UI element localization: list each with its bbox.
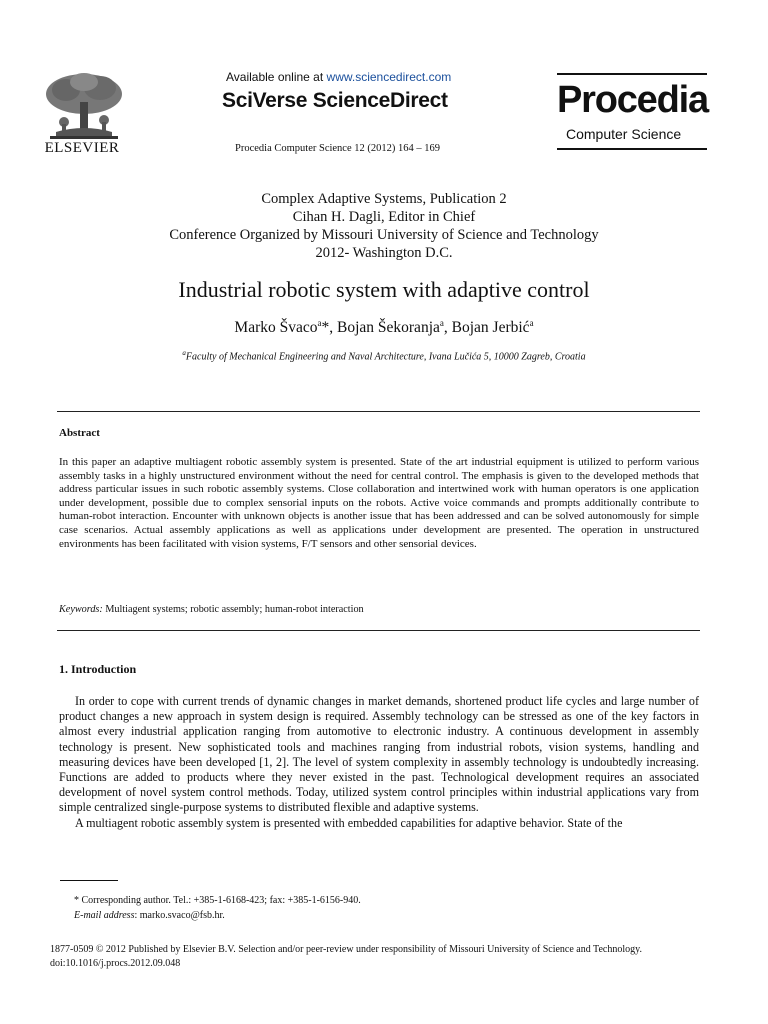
abstract-top-rule [57,411,700,412]
journal-reference: Procedia Computer Science 12 (2012) 164 – 169 [235,143,440,154]
conference-line-2: Cihan H. Dagli, Editor in Chief [292,209,476,225]
abstract-heading: Abstract [59,427,100,439]
author-1-sup: a [317,318,322,328]
author-3: Bojan Jerbić [451,319,530,337]
conference-line-1: Complex Adaptive Systems, Publication 2 [261,191,507,207]
procedia-top-rule [557,73,707,75]
doi-line: doi:10.1016/j.procs.2012.09.048 [50,958,181,969]
introduction-body [59,694,699,831]
corresponding-author-footnote: * Corresponding author. Tel.: +385-1-6168-423; fax: +385-1-6156-940. [74,895,361,906]
footnote-rule [60,880,118,881]
sciverse-logo-text: SciVerse ScienceDirect [222,89,448,112]
affiliation-text: Faculty of Mechanical Engineering and Naval Architecture, Ivana Lučića 5, 10000 Zagreb, Croatia [185,351,586,363]
abstract-text: In this paper an adaptive multiagent robotic assembly system is presented. State of the art industrial equipment is utilized to perform various assembly tasks in a highly unstructured environment without the need for central control. The emphasis is given to the developed methods that address particular issues in such robotic assembly systems. Close collaboration and intertwined work with human operators is one application under development, possible due to complex sensorial inputs on the robots. Active voice commands and prompts additionally contribute to human-robot interaction. Encounter with unknown objects is another issue that has been addressed and can be solved autonomously for simple case scenarios. Actual assembly applications as well as applications under development are presented. The operation in unstructured environments has been facilitated with vision systems, F/T sensors and other sensorial devices. [59,456,699,550]
author-separator: , [443,319,452,337]
keywords-line [59,604,364,615]
conference-line-3: Conference Organized by Missouri University of Science and Technology [169,227,599,243]
available-online-line [226,70,451,84]
introduction-paragraph-2: A multiagent robotic assembly system is presented with embedded capabilities for adaptive behavior. State of the [75,815,623,830]
author-2-sup: a [439,318,444,328]
available-prefix: Available online at [226,70,327,84]
affiliation-sup: a [182,349,186,357]
author-1: Marko Švaco [234,319,318,337]
affiliation [0,349,768,362]
corresponding-mark: *, [321,319,337,337]
author-3-sup: a [529,318,534,328]
author-2: Bojan Šekoranja [337,319,440,337]
procedia-logo: Procedia [557,79,708,121]
email-footnote [74,910,225,921]
keywords-text: Multiagent systems; robotic assembly; human-robot interaction [102,604,364,615]
keywords-label: Keywords: [59,604,103,615]
email-label: E-mail address [74,910,135,921]
paper-title: Industrial robotic system with adaptive control [178,277,590,302]
copyright-line: 1877-0509 © 2012 Published by Elsevier B.V. Selection and/or peer-review under responsibility of Missouri University of Science and Technology. [50,944,642,955]
conference-line-4: 2012- Washington D.C. [315,245,453,261]
abstract-bottom-rule [57,630,700,631]
procedia-subtitle: Computer Science [566,126,682,142]
publisher-name: ELSEVIER [44,140,120,156]
introduction-heading: 1. Introduction [59,662,137,676]
email-address: : marko.svaco@fsb.hr. [134,910,225,921]
sciencedirect-link[interactable]: www.sciencedirect.com [326,70,452,84]
author-list [0,318,768,337]
procedia-bottom-rule [557,148,707,150]
conference-info [0,190,768,262]
introduction-paragraph-1: In order to cope with current trends of dynamic changes in market demands, shortened product life cycles and large number of product changes a new approach in system design is required. Assembly technology can be stressed as one of the key factors in almost every industrial application ranging from automotive to electronic industry. A continuous development in assembly technology is present. New sophisticated tools and machines ranging from industrial robots, vision systems, handling and measuring devices have been developed [1, 2]. The level of system complexity in assembly technology is undoubtedly increasing. Functions are added to products where they never existed in the past. Technological development requires an associated development of novel system control methods. Today, utilized system control principles within industrial applications vary from simple centralized single-purpose systems to distributed flexible and adaptive systems. [59,694,699,815]
